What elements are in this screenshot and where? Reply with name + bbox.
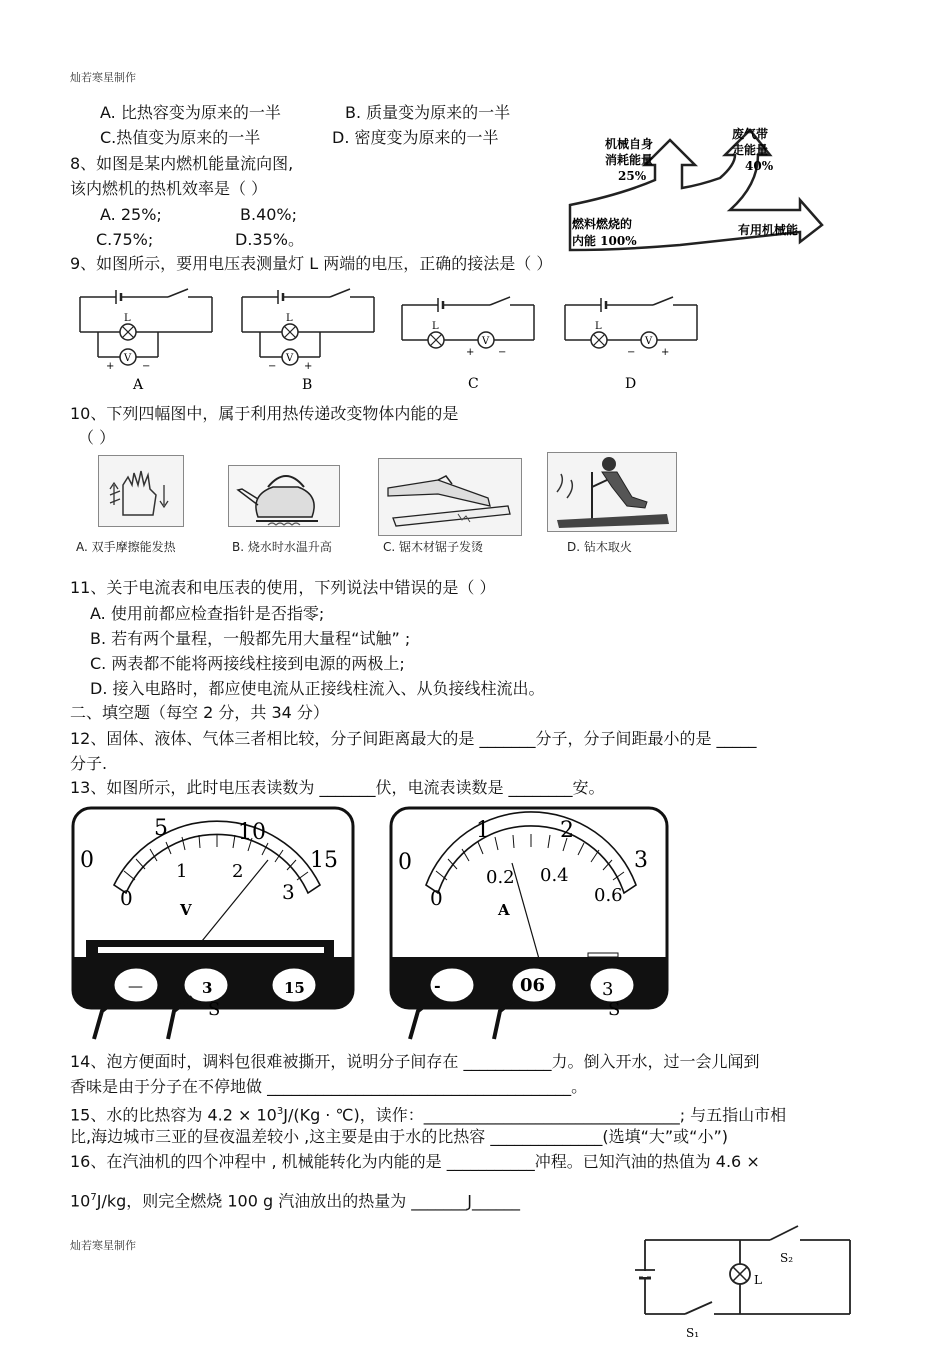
circuit-label-c: C — [468, 376, 479, 392]
volt-terminal-s: S — [208, 999, 221, 1020]
volt-inner-0: 0 — [120, 886, 133, 910]
q16-superscript: 7 — [90, 1192, 97, 1203]
section-2-title: 二、填空题（每空 2 分，共 34 分） — [70, 703, 329, 722]
voltmeter-unit: V — [180, 901, 192, 919]
self-consumption-label2: 消耗能量 — [605, 153, 654, 167]
amp-outer-0: 0 — [398, 850, 412, 875]
q16-text-b: J/kg，则完全燃烧 100 g 汽油放出的热量为 _______J______ — [96, 1191, 521, 1211]
plus-sign: + — [304, 361, 313, 372]
lamp-label: L — [124, 313, 131, 324]
amp-inner-0.4: 0.4 — [540, 865, 569, 886]
q8-stem-line2: 该内燃机的热机效率是（ ） — [70, 179, 268, 198]
voltmeter-figure — [70, 805, 360, 1045]
plus-sign: + — [661, 347, 670, 358]
q15-line2: 比,海边城市三亚的昼夜温差较小 ,这主要是由于水的比热容 ______________(选填“大”或“小”) — [70, 1127, 728, 1146]
self-consumption-percent: 25% — [618, 169, 647, 183]
volt-terminal-3: 3 — [202, 979, 213, 997]
q15-text-a: 15、水的比热容为 4.2 × 10 — [70, 1105, 277, 1125]
volt-terminal-15: 15 — [284, 979, 305, 997]
q10-stem-line1: 10、下列四幅图中，属于利用热传递改变物体内能的是 — [70, 404, 459, 423]
sawing-wood-image — [378, 458, 522, 536]
fuel-energy-label: 燃料燃烧的 — [572, 217, 633, 231]
plus-sign: + — [106, 361, 115, 372]
circuit-c — [400, 293, 540, 393]
exhaust-label: 废气带 — [732, 127, 769, 141]
page-header: 灿若寒星制作 — [70, 71, 136, 84]
voltmeter-label: V — [482, 336, 490, 347]
energy-flow-diagram — [560, 110, 830, 255]
voltmeter-label: V — [286, 353, 294, 364]
q10-caption-c: C. 锯木材锯子发烫 — [383, 540, 484, 554]
lamp-label: L — [432, 321, 439, 332]
kettle-image — [228, 465, 340, 527]
q7-option-d: D. 密度变为原来的一半 — [332, 128, 499, 147]
voltmeter-label: V — [124, 353, 132, 364]
circuit-d — [563, 293, 703, 393]
amp-outer-2: 2 — [560, 818, 574, 843]
q10-stem-line2: （ ） — [78, 428, 116, 447]
q8-option-b: B.40%; — [240, 205, 298, 224]
q13-stem: 13、如图所示，此时电压表读数为 _______伏，电流表读数是 ________安。 — [70, 778, 605, 797]
q17-lamp-label: L — [754, 1273, 762, 1287]
minus-sign: − — [142, 361, 151, 372]
q11-option-c: C. 两表都不能将两接线柱接到电源的两极上; — [90, 654, 405, 673]
q10-caption-a: A. 双手摩擦能发热 — [76, 540, 176, 554]
q8-stem-line1: 8、如图是某内燃机能量流向图, — [70, 154, 294, 173]
q8-option-d: D.35%。 — [235, 230, 304, 249]
q12-line1: 12、固体、液体、气体三者相比较，分子间距离最大的是 _______分子，分子间距最小的是 _____ — [70, 729, 757, 748]
volt-inner-2: 2 — [232, 861, 244, 882]
q11-option-d: D. 接入电路时，都应使电流从正接线柱流入、从负接线柱流出。 — [90, 679, 545, 698]
q9-stem: 9、如图所示，要用电压表测量灯 L 两端的电压，正确的接法是（ ） — [70, 254, 553, 273]
amp-terminal-3: 3 — [602, 979, 614, 1000]
amp-outer-1: 1 — [476, 818, 490, 843]
s1-label: S₁ — [686, 1326, 700, 1340]
volt-outer-0: 0 — [80, 848, 94, 873]
q7-option-a: A. 比热容变为原来的一半 — [100, 103, 281, 122]
q10-caption-b: B. 烧水时水温升高 — [232, 540, 332, 554]
exhaust-label2: 走能量 — [732, 143, 769, 157]
q14-line1: 14、泡方便面时，调料包很难被撕开，说明分子间存在 ___________力。倒入开水，过一会儿闻到 — [70, 1052, 760, 1071]
minus-sign: − — [627, 347, 636, 358]
q16-text-a: 10 — [70, 1191, 91, 1211]
minus-sign: − — [498, 347, 507, 358]
volt-inner-3: 3 — [282, 880, 295, 904]
q12-line2: 分子. — [70, 754, 108, 773]
q11-stem: 11、关于电流表和电压表的使用，下列说法中错误的是（ ） — [70, 578, 496, 597]
q8-option-a: A. 25%; — [100, 205, 162, 224]
lamp-label: L — [595, 321, 602, 332]
circuit-a — [78, 285, 218, 395]
q14-line2: 香味是由于分子在不停地做 ______________________________________。 — [70, 1077, 588, 1096]
amp-outer-3: 3 — [634, 848, 648, 873]
q7-option-c: C.热值变为原来的一半 — [100, 128, 261, 147]
q8-option-c: C.75%; — [96, 230, 154, 249]
fuel-energy-percent: 内能 100% — [572, 234, 637, 248]
self-consumption-label: 机械自身 — [605, 137, 654, 151]
amp-terminal-neg: - — [434, 976, 441, 995]
lamp-label: L — [286, 313, 293, 324]
q10-caption-d: D. 钻木取火 — [567, 540, 632, 554]
circuit-label-d: D — [625, 376, 637, 392]
volt-outer-15: 15 — [310, 848, 338, 873]
ammeter-unit: A — [498, 901, 510, 919]
volt-inner-1: 1 — [176, 861, 188, 882]
q16-line1: 16、在汽油机的四个冲程中 , 机械能转化为内能的是 ___________冲程。已知汽油的热值为 4.6 × — [70, 1152, 760, 1171]
volt-outer-5: 5 — [154, 816, 168, 841]
page-footer: 灿若寒星制作 — [70, 1239, 136, 1252]
plus-sign: + — [466, 347, 475, 358]
amp-terminal-06: 06 — [520, 975, 546, 996]
circuit-b — [240, 285, 380, 395]
voltmeter-label: V — [645, 336, 653, 347]
amp-terminal-s: S — [608, 999, 621, 1020]
q15-superscript: 3 — [276, 1106, 284, 1117]
exhaust-percent: 40% — [745, 159, 774, 173]
ammeter-figure — [388, 805, 673, 1045]
q16-line2 — [70, 1188, 520, 1211]
volt-terminal-neg: — — [128, 977, 143, 995]
amp-inner-0: 0 — [430, 886, 443, 910]
volt-outer-10: 10 — [238, 820, 266, 845]
q7-option-b: B. 质量变为原来的一半 — [345, 103, 511, 122]
q11-option-a: A. 使用前都应检查指针是否指零; — [90, 604, 325, 623]
q11-option-b: B. 若有两个量程，一般都先用大量程“试触” ; — [90, 629, 411, 648]
switch-lamp-circuit — [630, 1222, 860, 1342]
q15-text-b: J/(Kg · ℃)，读作：________________________________; 与五指山市相 — [283, 1105, 787, 1125]
q15-line1 — [70, 1102, 786, 1125]
s2-label: S₂ — [780, 1251, 794, 1265]
minus-sign: − — [268, 361, 277, 372]
circuit-label-a: A — [133, 377, 144, 393]
drilling-fire-image — [547, 452, 677, 532]
circuit-label-b: B — [302, 377, 313, 393]
amp-inner-0.2: 0.2 — [486, 867, 515, 888]
hands-rubbing-image — [98, 455, 184, 527]
amp-inner-0.6: 0.6 — [594, 885, 623, 906]
useful-energy-label: 有用机械能 — [738, 223, 799, 237]
